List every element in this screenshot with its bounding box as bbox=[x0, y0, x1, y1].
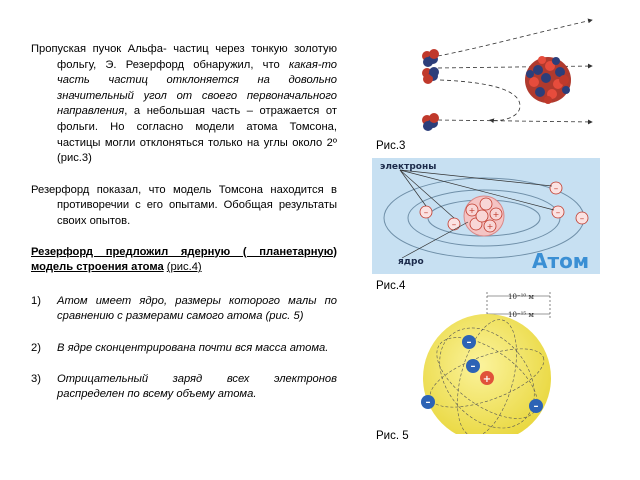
electron bbox=[448, 218, 460, 230]
trajectory-reflected bbox=[440, 80, 520, 120]
list-item-number: 3) bbox=[31, 372, 41, 385]
svg-text:–: – bbox=[533, 401, 539, 412]
paragraph-1-emphasis: какая-то часть частиц отклоняется на довольно значительный угол от своего первоначального направления bbox=[57, 58, 337, 118]
svg-text:–: – bbox=[470, 361, 476, 372]
svg-text:–: – bbox=[555, 208, 561, 218]
svg-text:+: + bbox=[482, 374, 492, 385]
alpha-particle bbox=[422, 67, 439, 84]
electrons-label: электроны bbox=[380, 162, 437, 172]
figure-5-label: Рис. 5 bbox=[376, 430, 409, 442]
list-item-text: В ядре сконцентрирована почти вся масса атома. bbox=[57, 341, 329, 354]
list-item-number: 1) bbox=[31, 294, 41, 307]
atom-title: Атом bbox=[532, 249, 590, 273]
electron bbox=[576, 212, 588, 224]
figure-4-label: Рис.4 bbox=[376, 280, 406, 292]
list-item bbox=[31, 341, 337, 357]
gold-nucleus bbox=[525, 56, 571, 104]
atom-size-label: 10⁻¹⁰ м bbox=[508, 293, 534, 301]
svg-text:–: – bbox=[579, 214, 585, 224]
atom-nucleus bbox=[480, 371, 494, 385]
svg-text:–: – bbox=[423, 208, 429, 218]
svg-text:–: – bbox=[425, 397, 431, 408]
trajectory-deflected-up bbox=[438, 20, 592, 56]
nucleus-label: ядро bbox=[398, 257, 424, 267]
svg-text:–: – bbox=[451, 220, 457, 230]
figure-4-planetary-atom bbox=[372, 158, 600, 274]
list-item-number: 2) bbox=[31, 341, 41, 354]
alpha-particle bbox=[422, 49, 439, 67]
electron bbox=[462, 335, 476, 349]
heading-bold-text: Резерфорд предложил ядерную ( планетарную) модель строения атома bbox=[31, 245, 337, 274]
electron bbox=[529, 399, 543, 413]
list-item bbox=[31, 294, 337, 325]
electron bbox=[550, 182, 562, 194]
trajectory-straight bbox=[438, 66, 592, 68]
svg-text:+: + bbox=[486, 222, 494, 231]
paragraph-1-part-b: , а небольшая часть – отражается от фольги. Но согласно модели атома Томсона, частицы могли отклоняться только на углы около 2º (рис.3) bbox=[57, 105, 337, 165]
paragraph-1-part-a: Пропуская пучок Альфа- частиц через тонкую золотую фольгу, Э. Резерфорд обнаружил, что bbox=[31, 43, 337, 71]
figure-5-atom-size bbox=[412, 290, 562, 434]
heading-figure-ref: (рис.4) bbox=[166, 261, 202, 274]
svg-text:–: – bbox=[466, 337, 472, 348]
figure-3-scattering-diagram bbox=[370, 18, 600, 136]
figure-3-label: Рис.3 bbox=[376, 140, 406, 152]
electron bbox=[420, 206, 432, 218]
nucleus-size-label: 10⁻¹⁵ м bbox=[508, 311, 534, 319]
alpha-particle bbox=[422, 113, 439, 131]
electron bbox=[466, 359, 480, 373]
svg-text:+: + bbox=[492, 210, 500, 219]
svg-text:+: + bbox=[468, 206, 476, 215]
text-column bbox=[31, 42, 337, 418]
trajectory-straight-low bbox=[438, 120, 592, 122]
electron bbox=[552, 206, 564, 218]
list-item bbox=[31, 372, 337, 403]
list-item-text: Отрицательный заряд всех электронов распределен по всему объему атома. bbox=[57, 372, 337, 401]
electron bbox=[421, 395, 435, 409]
svg-text:–: – bbox=[553, 184, 559, 194]
paragraph-rutherford-experiment bbox=[31, 42, 337, 167]
model-points-list bbox=[31, 294, 337, 403]
paragraph-thomson-contradiction: Резерфорд показал, что модель Томсона находится в противоречии с его опытами. Обобщая результаты своих опытов. bbox=[31, 183, 337, 227]
list-item-text: Атом имеет ядро, размеры которого малы по сравнению с размерами самого атома (рис. 5) bbox=[57, 294, 337, 323]
atom-nucleus bbox=[464, 196, 504, 236]
planetary-model-heading bbox=[31, 245, 337, 276]
